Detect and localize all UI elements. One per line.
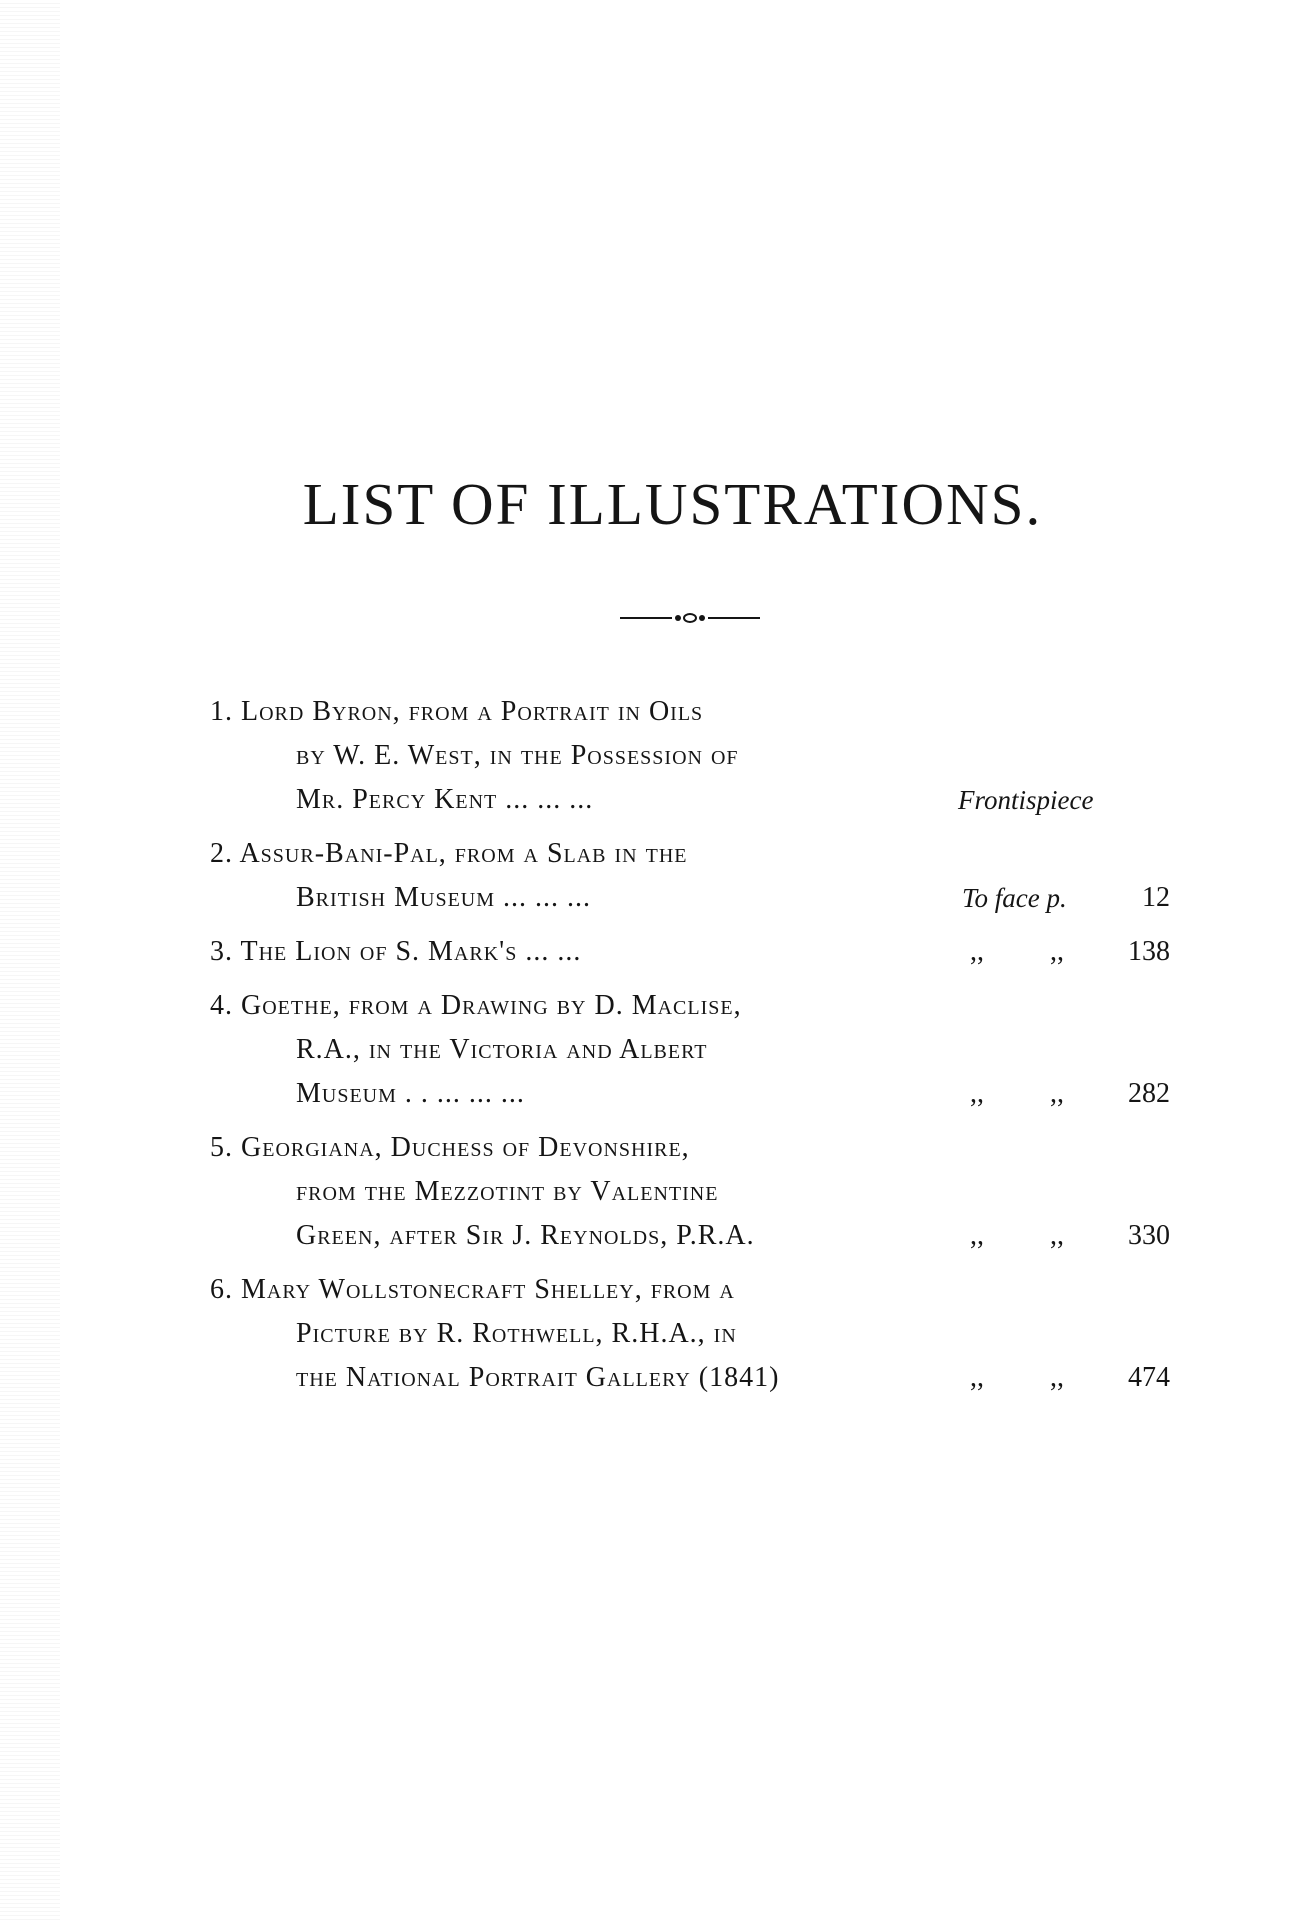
entry-ditto-mark: ,, xyxy=(1050,936,1064,967)
list-item xyxy=(210,1126,1210,1268)
entry-text: 4. Goethe, from a Drawing by D. Maclise, xyxy=(210,990,742,1021)
illustrations-list xyxy=(210,690,1210,1400)
entry-ditto-mark: ,, xyxy=(970,1078,984,1109)
entry-text: by W. E. West, in the Possession of xyxy=(296,740,739,771)
list-item xyxy=(210,984,1210,1126)
entry-text: Green, after Sir J. Reynolds, P.R.A. xyxy=(296,1220,755,1251)
entry-ditto-mark: ,, xyxy=(970,936,984,967)
list-item xyxy=(210,1268,1210,1400)
entry-text: from the Mezzotint by Valentine xyxy=(296,1176,719,1207)
entry-ditto-mark: ,, xyxy=(970,1220,984,1251)
entry-page-number: 12 xyxy=(1142,882,1170,913)
entry-text: 5. Georgiana, Duchess of Devonshire, xyxy=(210,1132,690,1163)
entry-text: British Museum ... ... ... xyxy=(296,882,592,913)
entry-text: Museum . . ... ... ... xyxy=(296,1078,525,1109)
entry-text: 1. Lord Byron, from a Portrait in Oils xyxy=(210,696,704,727)
entry-reference: Frontispiece xyxy=(958,785,1094,815)
entry-text: 2. Assur-Bani-Pal, from a Slab in the xyxy=(210,838,688,869)
entry-text: 6. Mary Wollstonecraft Shelley, from a xyxy=(210,1274,735,1305)
entry-page-number: 138 xyxy=(1128,936,1170,967)
entry-page-number: 282 xyxy=(1128,1078,1170,1109)
entry-ditto-mark: ,, xyxy=(970,1362,984,1393)
page-title: LIST OF ILLUSTRATIONS. xyxy=(302,471,1043,537)
entry-page-number: 330 xyxy=(1128,1220,1170,1251)
entry-page-number: 474 xyxy=(1128,1362,1170,1393)
entry-text: the National Portrait Gallery (1841) xyxy=(296,1362,780,1393)
list-item xyxy=(210,690,1210,832)
entry-text: 3. The Lion of S. Mark's ... ... xyxy=(210,936,582,967)
page-gutter-scan-noise xyxy=(0,0,60,1921)
entry-ditto-mark: ,, xyxy=(1050,1078,1064,1109)
entry-text: R.A., in the Victoria and Albert xyxy=(296,1034,708,1065)
ornament-divider-icon xyxy=(620,608,760,628)
entry-text: Picture by R. Rothwell, R.H.A., in xyxy=(296,1318,737,1349)
entry-text: Mr. Percy Kent ... ... ... xyxy=(296,784,594,815)
entry-reference: To face p. xyxy=(962,883,1067,913)
entry-ditto-mark: ,, xyxy=(1050,1220,1064,1251)
list-item xyxy=(210,930,1210,984)
list-item xyxy=(210,832,1210,930)
entry-ditto-mark: ,, xyxy=(1050,1362,1064,1393)
